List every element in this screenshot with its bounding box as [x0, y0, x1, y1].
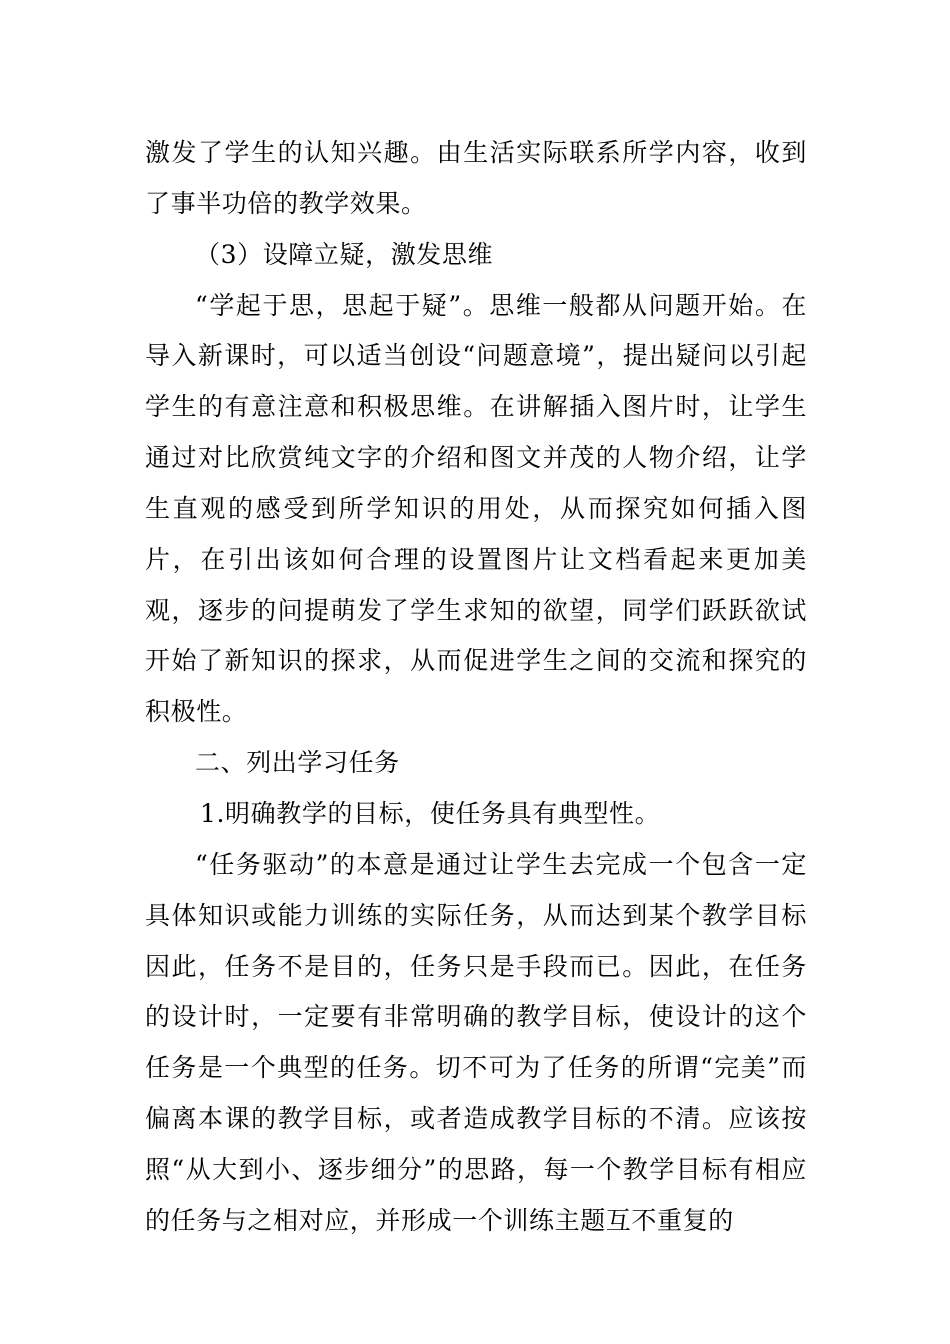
document-body	[145, 128, 807, 1247]
paragraph-thinking: “学起于思，思起于疑”。思维一般都从问题开始。在导入新课时，可以适当创设“问题意境”，提出疑问以引起学生的有意注意和积极思维。在讲解插入图片时，让学生通过对比欣赏纯文字的介绍和图文并茂的人物介绍，让学生直观的感受到所学知识的用处，从而探究如何插入图片，在引出该如何合理的设置图片让文档看起来更加美观，逐步的问提萌发了学生求知的欲望，同学们跃跃欲试开始了新知识的探求，从而促进学生之间的交流和探究的积极性。	[145, 290, 807, 727]
section-heading-learning-tasks: 二、列出学习任务	[195, 748, 400, 778]
subheading-obstacle-doubt: （3）设障立疑，激发思维	[195, 239, 494, 269]
paragraph-task-driven: “任务驱动”的本意是通过让学生去完成一个包含一定具体知识或能力训练的实际任务，从而达到某个教学目标因此，任务不是目的，任务只是手段而已。因此，在任务的设计时，一定要有非常明确的教学目标，使设计的这个任务是一个典型的任务。切不可为了任务的所谓“完美”而偏离本课的教学目标，或者造成教学目标的不清。应该按照“从大到小、逐步细分”的思路，每一个教学目标有相应的任务与之相对应，并形成一个训练主题互不重复的	[145, 849, 807, 1235]
subheading-teaching-goals: 1.明确教学的目标，使任务具有典型性。	[200, 798, 661, 828]
paragraph-continuation: 激发了学生的认知兴趣。由生活实际联系所学内容，收到了事半功倍的教学效果。	[145, 138, 807, 218]
